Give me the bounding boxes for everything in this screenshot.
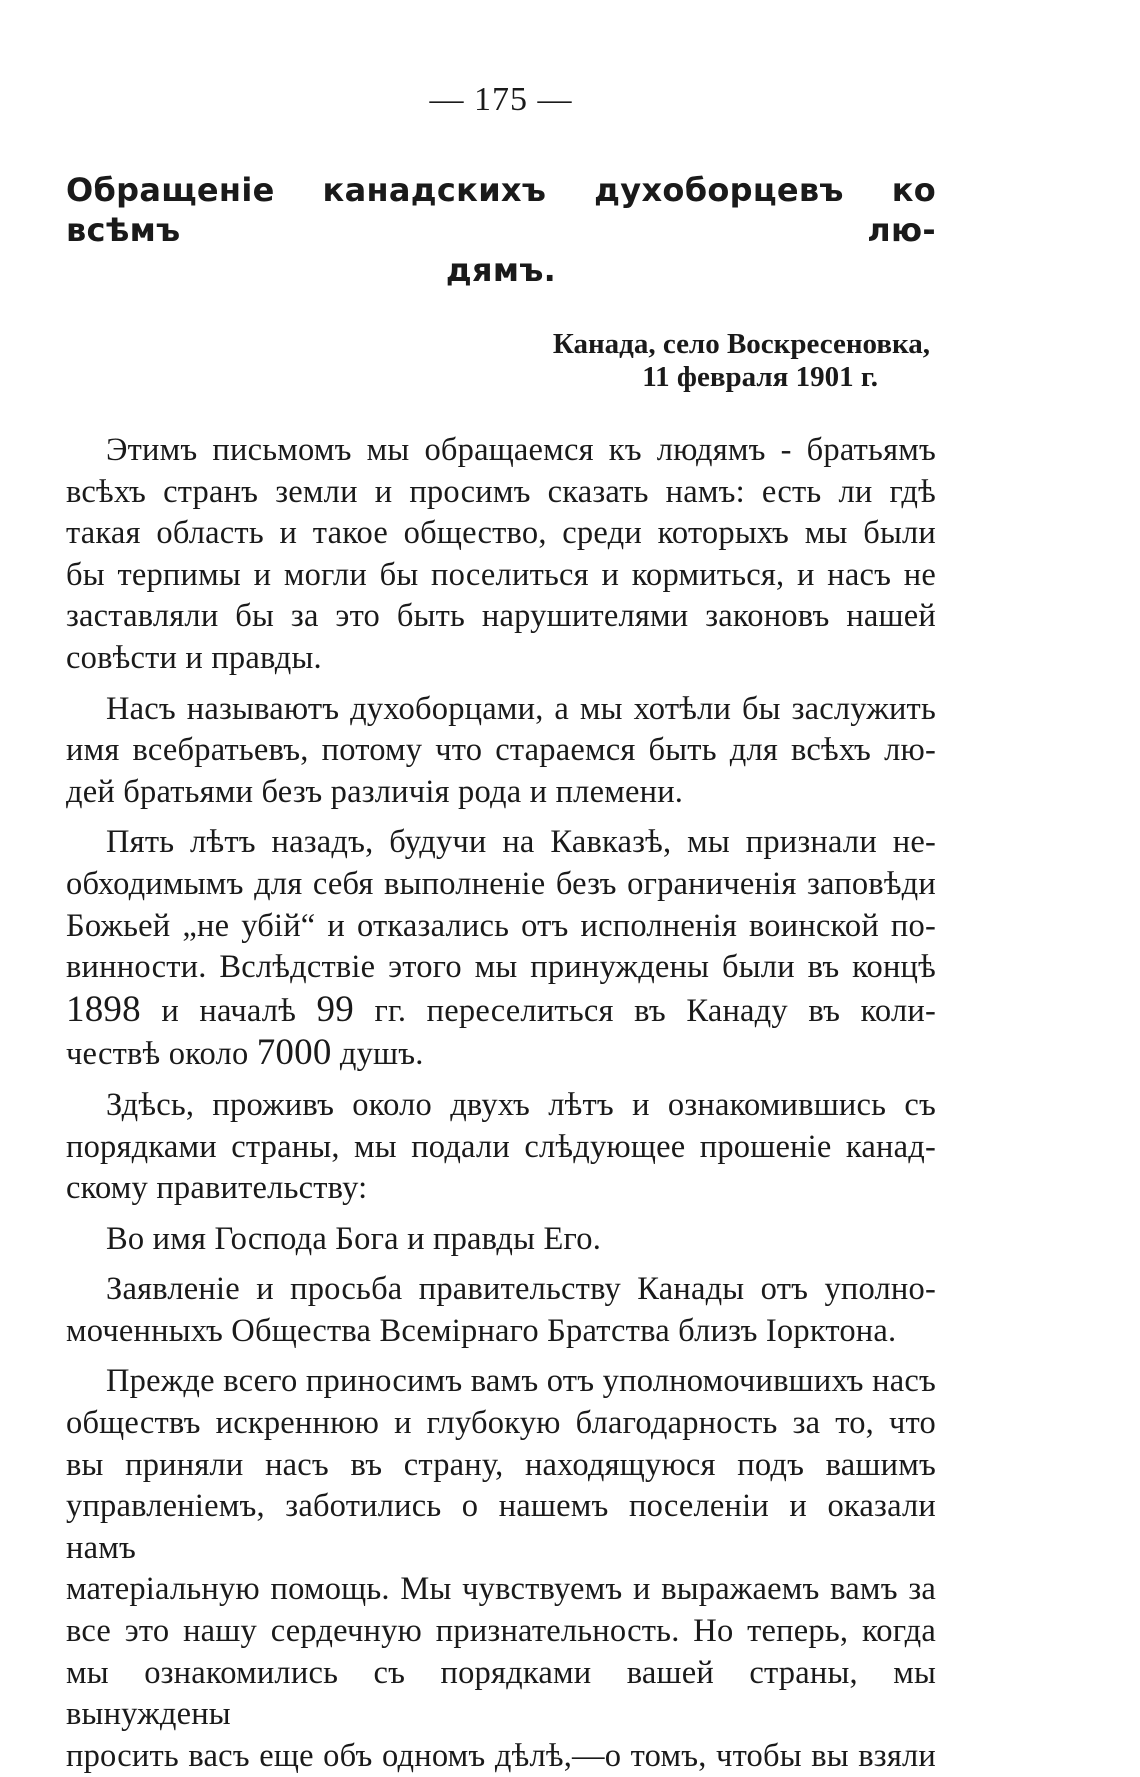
year-number: 1898	[66, 988, 141, 1030]
text-line: дей братьями безъ различія рода и племени.	[66, 773, 684, 810]
text-line: заставляли бы за это быть нарушителями законовъ нашей	[66, 598, 936, 635]
text-line: Пять лѣтъ назадъ, будучи на Кавказѣ, мы признали не-	[106, 824, 936, 861]
text-line: Божьей „не убій“ и отказались отъ исполненія воинской по-	[66, 907, 936, 944]
text-line: мы ознакомились съ порядками вашей страны, мы вынуждены	[66, 1654, 936, 1733]
text-line	[66, 1032, 936, 1076]
text-line: моченныхъ Общества Всемірнаго Братства близъ Іорктона.	[66, 1312, 897, 1349]
text-line: вы приняли насъ въ страну, находящуюся подъ вашимъ	[66, 1446, 936, 1483]
paragraph-6	[66, 1269, 936, 1352]
text-line	[66, 989, 936, 1033]
text-line: Во имя Господа Бога и правды Его.	[106, 1220, 602, 1257]
text-line: всѣхъ странъ земли и просимъ сказать намъ: есть ли гдѣ	[66, 473, 936, 510]
paragraph-2	[66, 689, 936, 814]
text-line: Заявленіе и просьба правительству Канады отъ уполно-	[106, 1271, 936, 1308]
text-line: такая область и такое общество, среди которыхъ мы были	[66, 515, 936, 552]
text-line: Здѣсь, проживъ около двухъ лѣтъ и ознакомившись съ	[106, 1086, 936, 1123]
paragraph-5	[66, 1219, 936, 1261]
text-line: бы терпимы и могли бы поселиться и кормиться, и насъ не	[66, 556, 936, 593]
text-fragment: чествѣ около	[66, 1036, 257, 1073]
article-title-line-2: дямъ.	[445, 251, 557, 289]
text-line: обществъ искреннюю и глубокую благодарность за то, что	[66, 1405, 936, 1442]
text-line: совѣсти и правды.	[66, 639, 322, 676]
page-number: — 175 —	[429, 81, 573, 118]
text-line: имя всебратьевъ, потому что стараемся быть для всѣхъ лю-	[66, 732, 936, 769]
text-line: обходимымъ для себя выполненіе безъ ограниченія заповѣди	[66, 865, 936, 902]
text-line: винности. Вслѣдствіе этого мы принуждены были въ концѣ	[66, 949, 936, 986]
dateline	[66, 328, 936, 394]
text-fragment: душъ.	[331, 1036, 424, 1073]
paragraph-3	[66, 822, 936, 1076]
text-line: Насъ называютъ духоборцами, а мы хотѣли бы заслужить	[106, 690, 936, 727]
text-line: скому правительству:	[66, 1170, 368, 1207]
text-fragment: гг. переселиться въ Канаду въ коли-	[353, 992, 936, 1029]
text-line: матеріальную помощь. Мы чувствуемъ и выражаемъ вамъ за	[66, 1571, 936, 1608]
text-fragment: и началѣ	[140, 992, 317, 1029]
article-title-line-1: Обращеніе канадскихъ духоборцевъ ко всѣмъ лю-	[66, 171, 936, 249]
text-line: Прежде всего приносимъ вамъ отъ уполномочившихъ насъ	[106, 1363, 936, 1400]
article-title	[66, 170, 936, 290]
text-line: управленіемъ, заботились о нашемъ поселеніи и оказали намъ	[66, 1488, 936, 1566]
year-number: 99	[316, 988, 354, 1030]
dateline-place: Канада, село Воскресеновка,	[552, 328, 930, 360]
body-text	[66, 430, 936, 1777]
count-number: 7000	[256, 1032, 332, 1074]
dateline-date: 11 февраля 1901 г.	[642, 361, 878, 393]
book-page	[66, 70, 936, 1777]
text-line: просить васъ еще объ одномъ дѣлѣ,—о томъ, чтобы вы взяли	[66, 1737, 936, 1774]
text-line: порядками страны, мы подали слѣдующее прошеніе канад-	[66, 1128, 936, 1165]
paragraph-7	[66, 1361, 936, 1777]
paragraph-1	[66, 430, 936, 680]
text-line: Этимъ письмомъ мы обращаемся къ людямъ - братьямъ	[106, 432, 936, 468]
paragraph-4	[66, 1085, 936, 1210]
text-line: все это нашу сердечную признательность. Но теперь, когда	[66, 1613, 936, 1650]
